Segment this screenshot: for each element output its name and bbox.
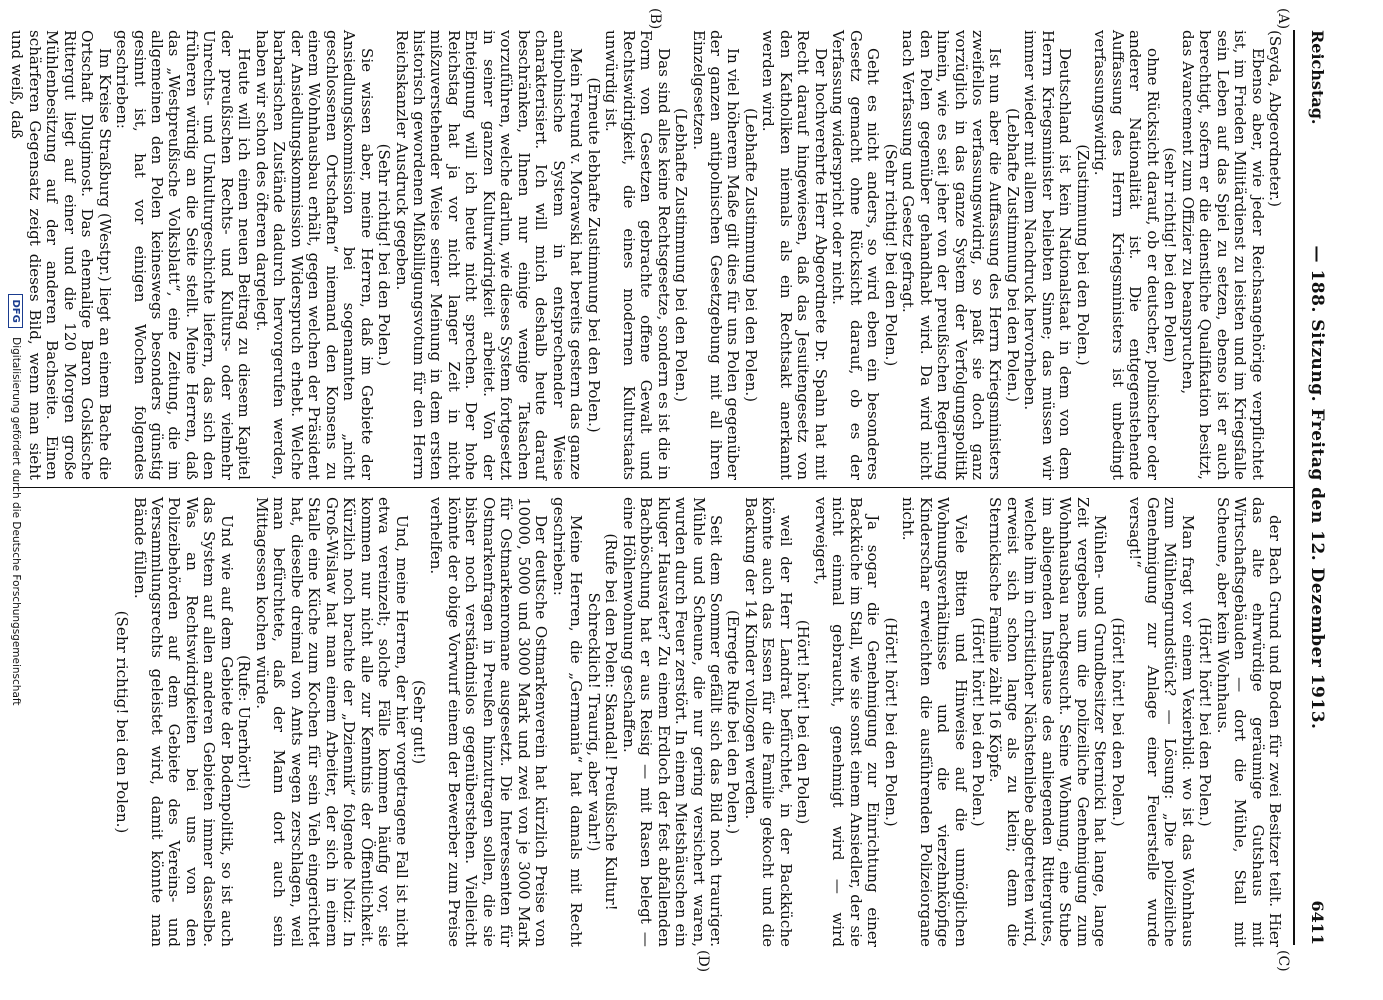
left-column-interjection: (Sehr richtig! bei den Polen.): [375, 143, 394, 367]
left-column-paragraph: Ist nun aber die Auffassung des Herrn Kriegsministers zweifellos verfassungswidrig, so paßt sie doch ganz vorzüglich in das ganze System der Verfolgungspolitik hinein, wie es seit jeher von der preußischen Regierung den Polen gegenüber gehandhabt wird. Da wird nicht nach Verfassung und Gesetz gefragt.: [899, 30, 1005, 480]
digitization-footer: [8, 0, 23, 1000]
left-column-paragraph: Ebenso aber, wie jeder Reichsangehörige verpflichtet ist, im Frieden Militärdienst zu leisten und im Kriegsfalle sein Leben auf das Spiel zu setzen, ebenso ist er auch berechtigt, sofern er die dienstliche Qualifikation besitzt, das Avancement zum Offizier zu beanspruchen,: [1178, 30, 1267, 480]
right-column-interjection: (Hört! hört! bei den Polen): [794, 619, 813, 825]
left-column-interjection: (Zustimmung bei den Polen.): [1073, 144, 1092, 366]
right-column-interjection: (Hört! hört! bei den Polen.): [969, 617, 988, 827]
left-column-paragraph: Sie wissen aber, meine Herren, daß im Gebiete der Ansiedlungskommission bei sogenannten „nicht geschlossenen Ortschaften“ niemand den Konsens zu einem Wohnhausbau erhält, gegen welchen der Präsident der Ansiedlungskommission Widerspruch erhebt. Welche barbarischen Zustände dadurch hervorgerufen werden, haben wir schon des öfteren dargelegt.: [252, 30, 376, 480]
margin-marker-b: (B): [647, 8, 663, 30]
header-rule: [1293, 30, 1295, 945]
right-column-interjection: (Sehr gut!): [410, 679, 429, 765]
right-column-paragraph: Und wie auf dem Gebiete der Bodenpolitik, so ist auch das System auf allen anderen Gebieten immer dasselbe. Was an Rechtswidrigkeiten bei uns von den Polizeibehörden auf dem Gebiete des Vereins- und Versammlungsrechts geleistet wird, damit könnte man Bände füllen.: [130, 497, 236, 947]
left-column-interjection: (Lebhafte Zustimmung bei den Polen.): [741, 107, 760, 403]
footer-text: Digitalisierung gefördert durch die Deutsche Forschungsgemeinschaft: [10, 337, 22, 706]
dfg-logo: DFG: [8, 294, 23, 327]
left-column-paragraph: Geht es nicht anders, so wird eben ein besonderes Gesetz gemacht ohne Rücksicht darauf, ob es der Verfassung widerspricht oder nicht.: [829, 30, 883, 480]
right-column-interjection: Schrecklich! Traurig, aber wahr!): [584, 592, 603, 852]
left-column-paragraph: In viel höherem Maße gilt dies für uns Polen gegenüber der ganzen antipolnischen Gesetzgebung mit all ihren Einzelgesetzen.: [689, 30, 743, 480]
right-column-paragraph: Seit dem Sommer gefällt sich das Bild noch trauriger. Mühle und Scheune, die nur gering versichert waren, wurden durch Feuer zerstört. In einem Mietshäuschen ein kluger Hausvater? Zu einem Erdloch der fest abfallenden Bachböschung hat er aus Reisig — mit Rasen belegt — eine Höhlenwohnung geschaffen.: [619, 497, 725, 947]
right-column-interjection: (Hört! hört! bei den Polen.): [1108, 617, 1127, 827]
right-column-paragraph: Ja sogar die Genehmigung zur Einrichtung einer Backküche im Stall, wie sie sonst einem Ansiedler, der sie nicht einmal gebraucht, genehmigt wird — wird verweigert,: [811, 497, 883, 947]
right-column-interjection: (Rufe bei den Polen: Skandal! Preußische Kultur!: [602, 533, 621, 911]
column-divider: [13, 487, 1293, 488]
left-column-interjection: (Lebhafte Zustimmung bei den Polen.): [1003, 107, 1022, 403]
left-column-paragraph: Heute will ich einen neuen Beitrag zu diesem Kapitel der preußischen Rechts- und Kulturs- oder vielmehr Unrechts- und Unkulturgeschichte liefern, das sich den früheren würdig an die Seite stellt. Meine Herren, daß das „Westpreußische Volksblatt“, eine Zeitung, die im allgemeinen den Polen keineswegs besonders günstig gesinnt ist, hat vor einigen Wochen folgendes geschrieben:: [113, 30, 254, 480]
left-column-speaker: (Seyda, Abgeordneter.): [1266, 30, 1284, 207]
page-number: 6411: [1308, 900, 1327, 945]
right-column-paragraph: Viele Bitten und Hinweise auf die unmöglichen Wohnungsverhältnisse und die vierzehnköpfige Kinderschar erweichten die ausführenden Polizeiorgane nicht.: [899, 497, 970, 947]
right-column-paragraph: Meine Herren, die „Germania“ hat damals mit Recht geschrieben:: [549, 497, 586, 947]
right-column-paragraph: Der deutsche Ostmarkenverein hat kürzlich Preise von 10000, 5000 und 3000 Mark und zwei von je 3000 Mark für Ostmarkenromane ausgesetzt. Die Interessenten für Ostmarkenfragen in Preußen hinzutragen sollen, die sie bisher noch verständnislos gegenüberstehen. Vielleicht könnte der obige Vorwurf einem der Bewerber zum Preise verhelfen.: [427, 497, 551, 947]
left-column-paragraph: Der hochverehrte Herr Abgeordnete Dr. Spahn hat mit Recht darauf hingewiesen, daß das Jesuitengesetz von den Katholiken niemals als ein Rechtsakt anerkannt werden wird.: [759, 30, 830, 480]
right-column-interjection: (Hört! hört! bei den Polen.): [881, 617, 900, 827]
right-column-interjection: (Sehr richtig! bei den Polen.): [113, 610, 132, 834]
right-column-interjection: (Hört! hört! bei den Polen.): [1196, 617, 1215, 827]
right-column: [18, 497, 1283, 947]
margin-marker-d: (D): [695, 950, 711, 973]
margin-marker-a: (A): [1275, 8, 1291, 30]
right-column-paragraph: Man fragt vor einem Vexierbild: wo ist das Wohnhaus zum Mühlengrundstück? — Lösung: „Die polizeiliche Genehmigung zur Anlage einer Feuerstelle wurde versagt!“: [1126, 497, 1197, 947]
left-column-paragraph: Das sind alles keine Rechtsgesetze, sondern es ist die in Form von Gesetzen gebrachte offene Gewalt und Rechtswidrigkeit, die eines modernen Kulturstaats unwürdig ist.: [602, 30, 673, 480]
right-column-interjection: (Erregte Rufe bei den Polen.): [724, 609, 743, 835]
margin-marker-c: (C): [1275, 950, 1291, 972]
header-left: Reichstag.: [1308, 30, 1327, 125]
right-column-paragraph: Mühlen- und Grundbesitzer Sternicki hat lange, lange Zeit vergebens um die polizeiliche Genehmigung zum Wohnhausbau nachgesucht. Seine Wohnung, eine Stube im abliegenden Insthause des anliegenden Rittergutes, welche ihm in christlicher Nächstenliebe abgetreten wird, erweist sich schon lange als zu klein; denn die Sternickische Familie zählt 16 Köpfe.: [986, 497, 1110, 947]
left-column-paragraph: Deutschland ist kein Nationalstaat in dem von dem Herrn Kriegsminister beliebten Sinne; das müssen wir immer wieder mit allem Nachdruck hervorheben.: [1021, 30, 1075, 480]
left-column-interjection: (Erneute lebhafte Zustimmung bei den Polen.): [584, 77, 603, 433]
right-column-paragraph: weil der Herr Landrat befürchtet, in der Backküche könnte auch das Essen für die Familie gekocht und die Backung der 14 Kinder vollzogen werden.: [741, 497, 795, 947]
left-column-paragraph: ohne Rücksicht darauf, ob er deutscher, polnischer oder anderer Nationalität ist. Die entgegenstehende Auffassung des Herrn Kriegsministers ist unbedingt verfassungswidrig.: [1091, 30, 1162, 480]
page-header: [1293, 30, 1333, 945]
right-column-interjection: (Rufe: Unerhört!): [235, 654, 254, 789]
left-column-paragraph: Mein Freund v. Morawski hat bereits gestern das ganze antipolnische System in entsprechender Weise charakterisiert. Ich will mich deshalb heute darauf beschränken, Ihnen nur einige wenige Tatsachen vorzuführen, welche darlun, wie dieses System fortgesetzt in seiner ganzen Kulturwidrigkeit arbeitet. Von der Enteignung will ich heute nicht sprechen. Der hohe Reichstag hat ja vor nicht langer Zeit in nicht mißzuverstehender Weise seiner Meinung in dem ersten historisch gewordenen Mißbilligungsvotum für den Herrn Reichskanzler Ausdruck gegeben.: [392, 30, 586, 480]
left-column-interjection: (Lebhafte Zustimmung bei den Polen.): [672, 107, 691, 403]
right-column-paragraph: Und, meine Herren, der hier vorgetragene Fall ist nicht etwa vereinzelt; solche Fälle kommen häufig vor, sie kommen nur nicht alle zur Kenntnis der Öffentlichkeit. Kürzlich noch brachte der „Dziennik“ folgende Notiz: In Groß-Wislaw hat man einem Arbeiter, der sich in einem Stalle eine Küche zum Kochen für sein Vieh eingerichtet hat, dieselbe dreimal von Amts wegen zerschlagen, weil man befürchtete, daß der Mann dort auch sein Mittagessen kochen würde.: [252, 497, 411, 947]
left-column-interjection: (sehr richtig! bei den Polen): [1161, 147, 1180, 363]
left-column-paragraph: Im Kreise Straßburg (Westpr.) liegt an einem Bache die Ortschaft Dlugimost. Das ehemalige Baron Golskische Rittergut liegt auf einer und die 120 Morgen große Mühlenbesitzung auf der anderen Bachseite. Einen schärferen Gegensatz zeigt dieses Bild, wenn man sieht und weiß, daß: [8, 30, 114, 480]
header-title: — 188. Sitzung. Freitag den 12. Dezember 1913.: [1307, 245, 1327, 730]
right-column-paragraph: der Bach Grund und Boden für zwei Besitzer teilt. Hier das alte ehrwürdige geräumige Gutshaus mit Wirtschaftsgebäuden — dort die Mühle, Stall mit Scheune, aber kein Wohnhaus.: [1213, 497, 1284, 947]
left-column-interjection: (Sehr richtig! bei den Polen.): [881, 143, 900, 367]
